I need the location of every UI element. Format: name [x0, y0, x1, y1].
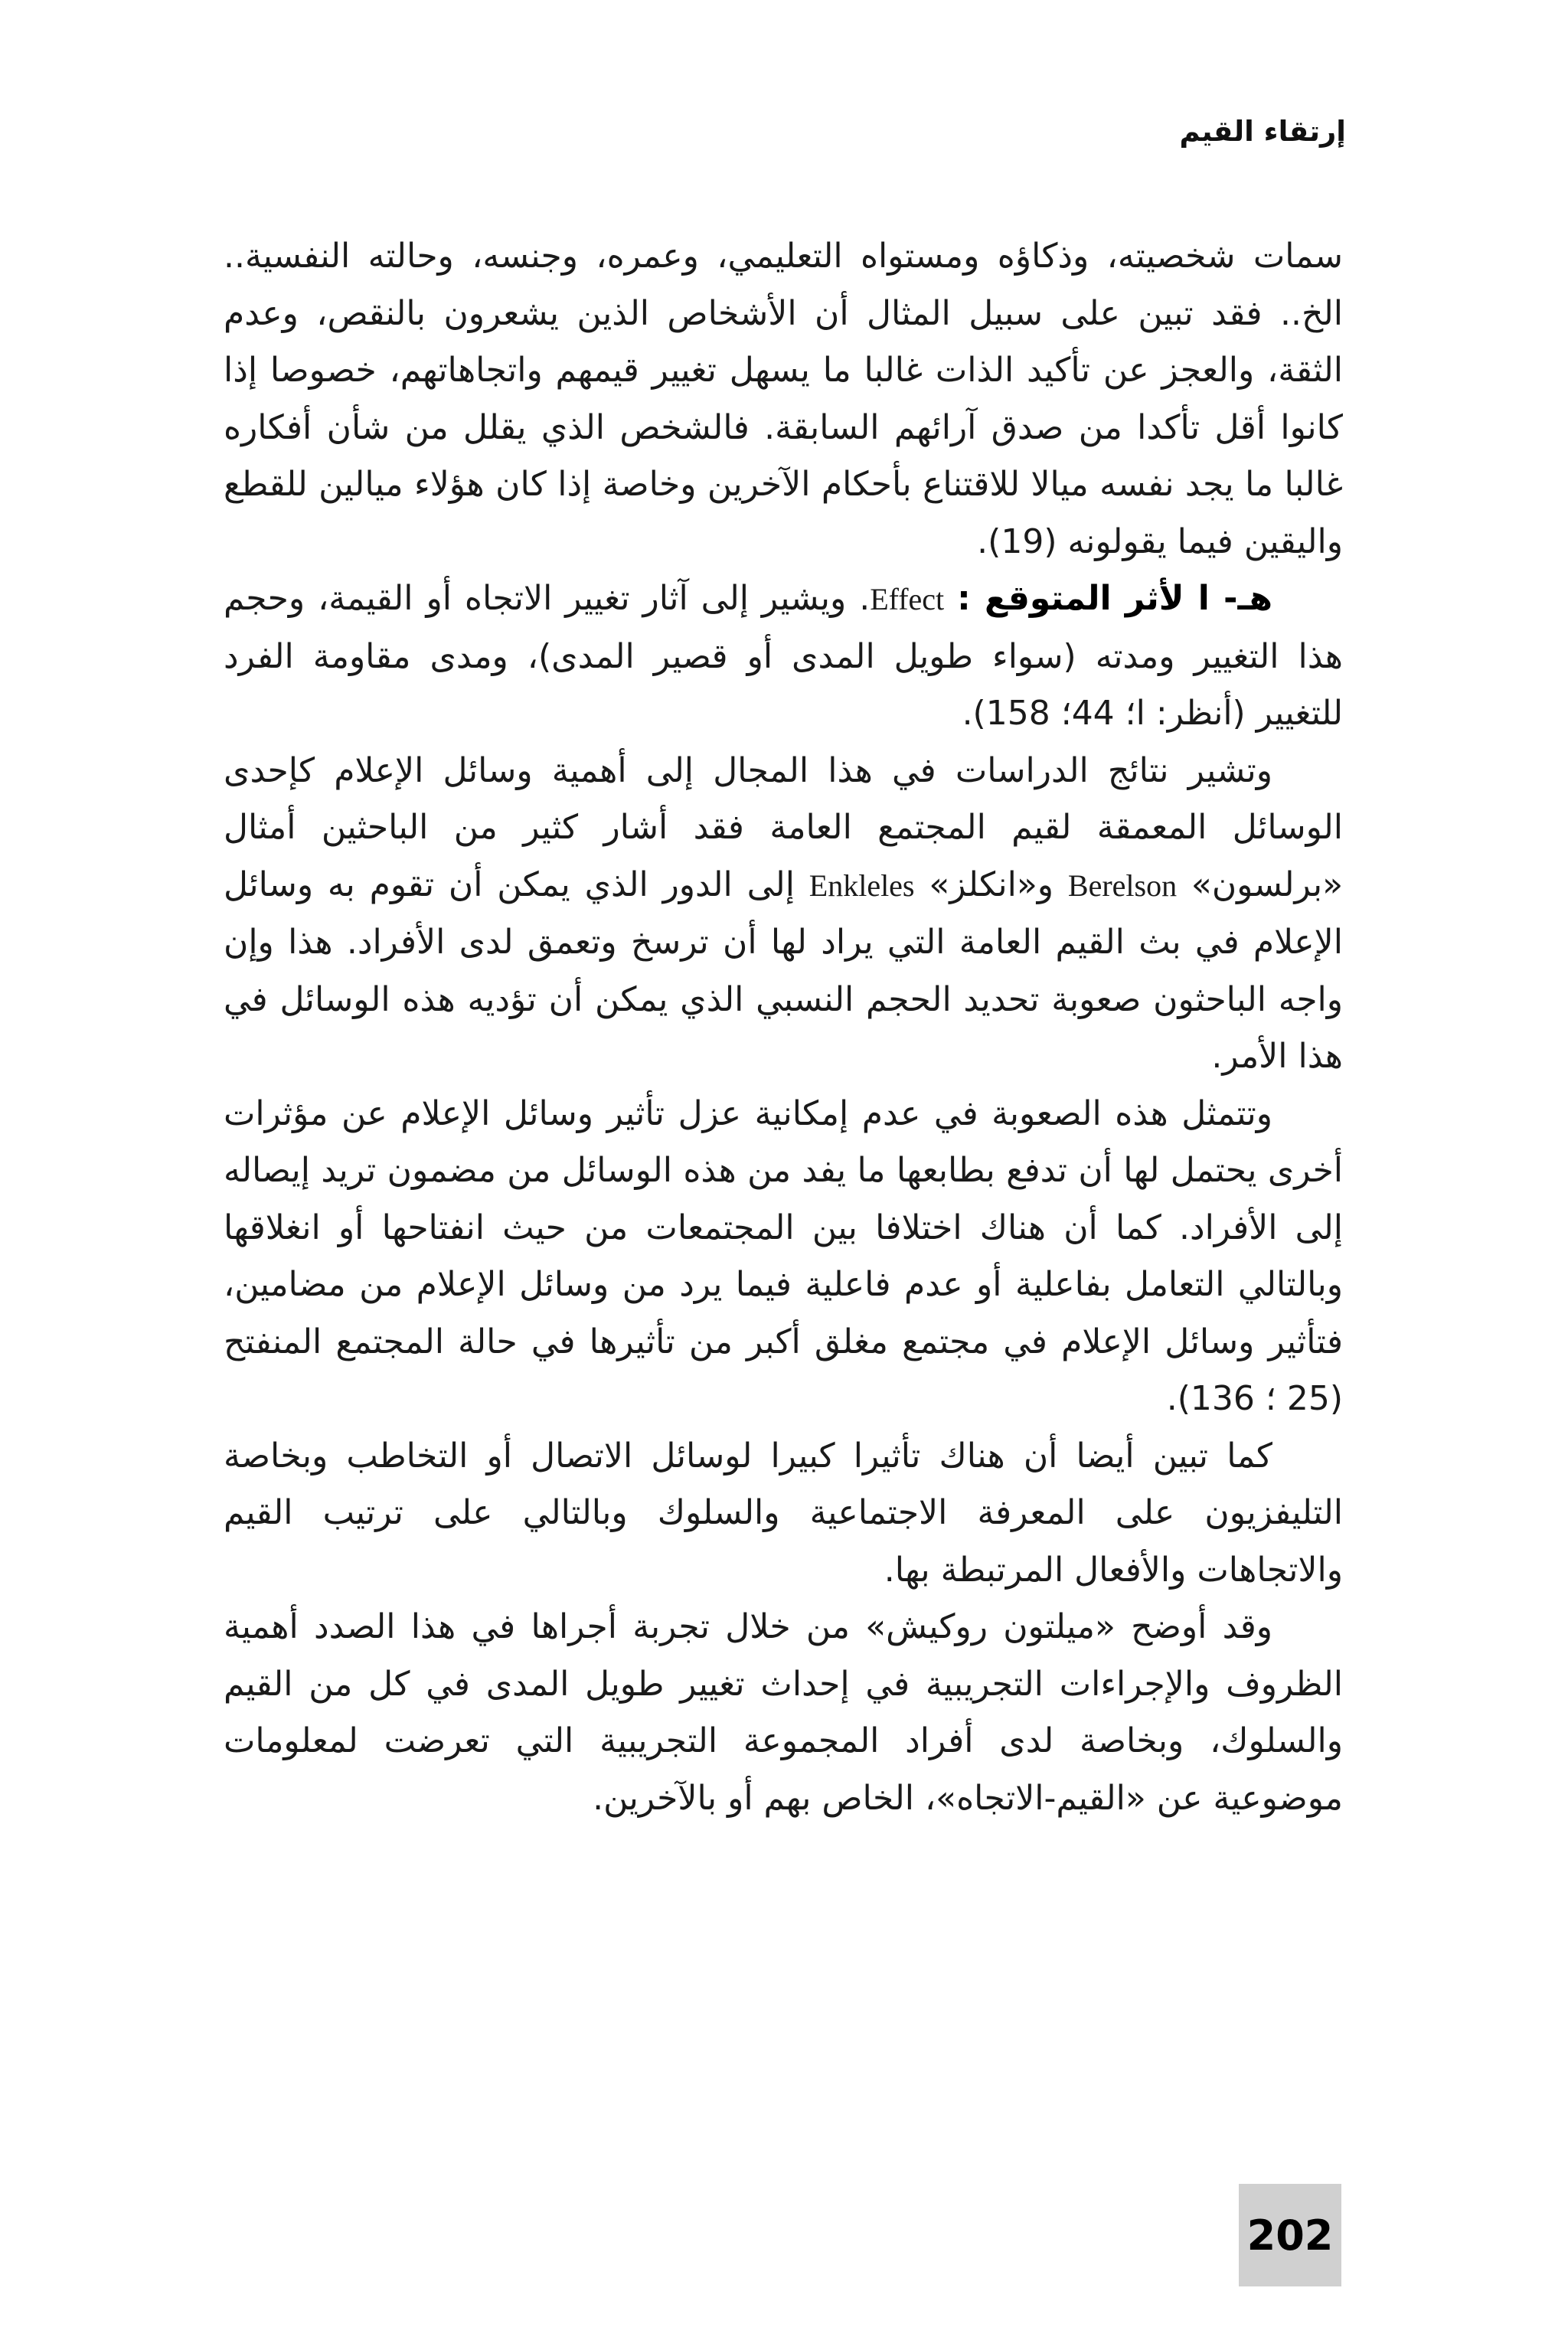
paragraph-2: [224, 570, 1343, 743]
main-text-body: [224, 228, 1343, 1827]
paragraph-3: [224, 743, 1343, 1086]
paragraph-4: وتتمثل هذه الصعوبة في عدم إمكانية عزل تأثير وسائل الإعلام عن مؤثرات أخرى يحتمل لها أن تدفع بطابعها ما يفد من هذه الوسائل من مضمون تريد إيصاله إلى الأفراد. كما أن هناك اختلافا بين المجتمعات من حيث انفتاحها أو انغلاقها وبالتالي التعامل بفاعلية أو عدم فاعلية فيما يرد من وسائل الإعلام من مضامين، فتأثير وسائل الإعلام في مجتمع مغلق أكبر من تأثيرها في حالة المجتمع المنفتح (25 ؛ 136).: [224, 1093, 1343, 1418]
page-number: 202: [1246, 2211, 1334, 2260]
paragraph-2-text: . ويشير إلى آثار تغيير الاتجاه أو القيمة، وحجم هذا التغيير ومدته (سواء طويل المدى أو قصير المدى)، ومدى مقاومة الفرد للتغيير (أنظر: ا؛ 44؛ 158).: [224, 579, 1343, 733]
running-header-title: إرتقاء القيم: [1179, 115, 1346, 148]
paragraph-1: سمات شخصيته، وذكاؤه ومستواه التعليمي، وعمره، وجنسه، وحالته النفسية.. الخ.. فقد تبين على سبيل المثال أن الأشخاص الذين يشعرون بالنقص، وعدم الثقة، والعجز عن تأكيد الذات غالبا ما يسهل تغيير قيمهم واتجاهاتهم، خصوصا إذا كانوا أقل تأكدا من صدق آرائهم السابقة. فالشخص الذي يقلل من شأن أفكاره غالبا ما يجد نفسه ميالا للاقتناع بأحكام الآخرين وخاصة إذا كان هؤلاء ميالين للقطع واليقين فيما يقولونه (19).: [224, 237, 1343, 561]
paragraph-6: وقد أوضح «ميلتون روكيش» من خلال تجربة أجراها في هذا الصدد أهمية الظروف والإجراءات التجريبية في إحداث تغيير طويل المدى في كل من القيم والسلوك، وبخاصة لدى أفراد المجموعة التجريبية التي تعرضت لمعلومات موضوعية عن «القيم-الاتجاه»، الخاص بهم أو بالآخرين.: [224, 1607, 1343, 1818]
latin-term-effect: Effect: [870, 582, 945, 616]
paragraph-3-text-before: وتشير نتائج الدراسات في هذا المجال إلى أهمية وسائل الإعلام كإحدى الوسائل المعمقة لقيم المجتمع العامة فقد أشار كثير من الباحثين أمثال «برلسون»: [224, 750, 1343, 904]
latin-term-enkleles: Enkleles: [808, 868, 915, 903]
page-number-box: [1239, 2184, 1341, 2286]
paragraph-5: كما تبين أيضا أن هناك تأثيرا كبيرا لوسائل الاتصال أو التخاطب وبخاصة التليفزيون على المعرفة الاجتماعية والسلوك وبالتالي على ترتيب القيم والاتجاهات والأفعال المرتبطة بها.: [224, 1436, 1343, 1590]
paragraph-3-text-between: و«انكلز»: [929, 864, 1054, 904]
latin-term-berelson: Berelson: [1067, 868, 1178, 903]
paragraph-3-text-after: إلى الدور الذي يمكن أن تقوم به وسائل الإعلام في بث القيم العامة التي يراد لها أن ترسخ وتعمق لدى الأفراد. هذا وإن واجه الباحثون صعوبة تحديد الحجم النسبي الذي يمكن أن تؤديه هذه الوسائل في هذا الأمر.: [224, 864, 1343, 1076]
section-term-expected-effect: هـ- ا لأثر المتوقع :: [957, 579, 1272, 618]
